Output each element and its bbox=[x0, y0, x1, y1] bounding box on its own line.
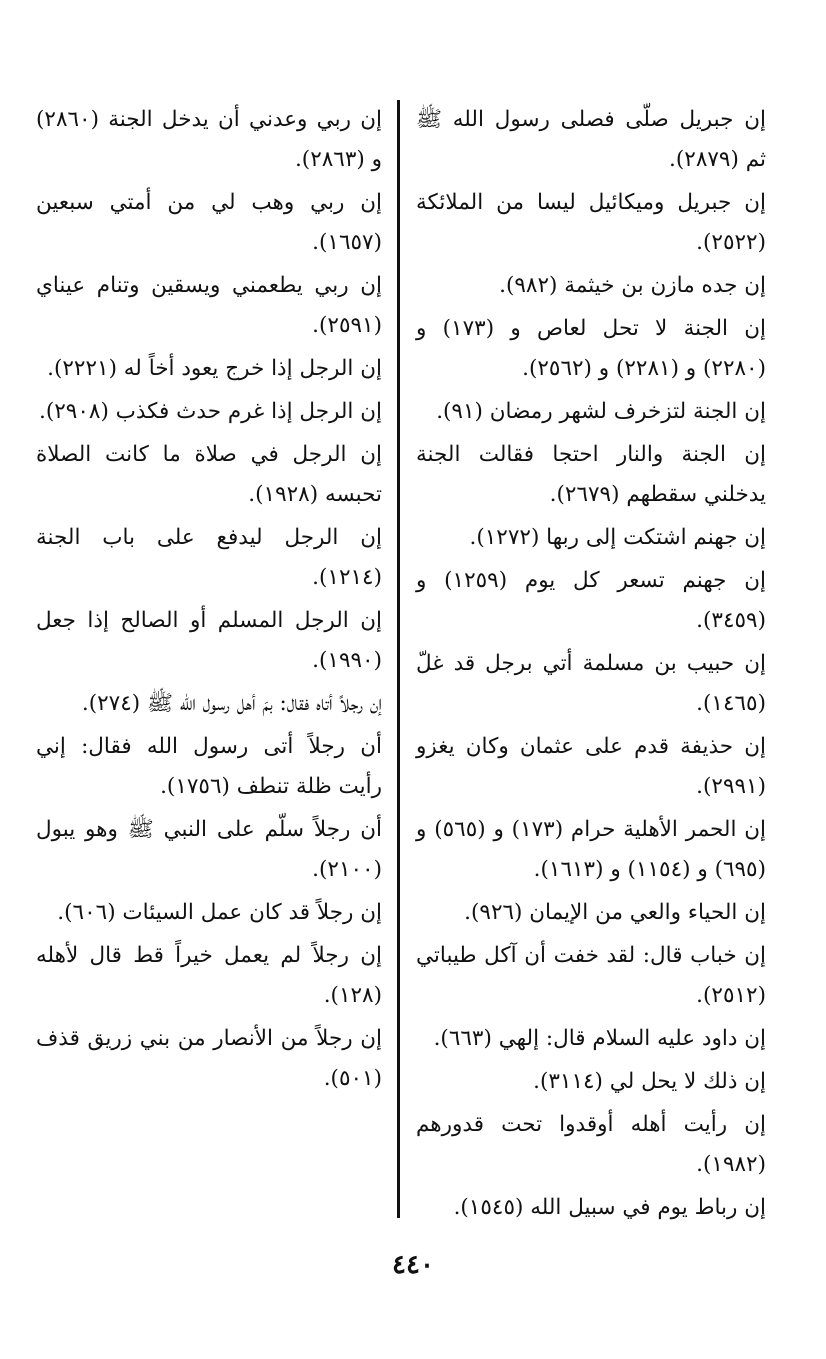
index-entry-text: إن جبريل وميكائيل ليسا من الملائكة (٢٥٢٢). bbox=[416, 190, 766, 255]
index-entry-text: إن ذلك لا يحل لي (٣١١٤). bbox=[533, 1069, 766, 1094]
index-entry-text: إن حبيب بن مسلمة أتي برجل قد غلّ (١٤٦٥). bbox=[416, 651, 766, 716]
index-entry-text: إن رجلاً أتاه فقال: بمَ أهل رسول الله ﷺ (٢٧٤). bbox=[81, 691, 382, 716]
index-entry-text: إن خباب قال: لقد خفت أن آكل طيباتي (٢٥١٢). bbox=[416, 943, 766, 1008]
index-entry bbox=[36, 266, 382, 346]
index-entry bbox=[416, 810, 766, 890]
index-entry-text: إن الرجل إذا خرج يعود أخاً له (٢٢٢١). bbox=[47, 356, 382, 381]
index-entry-text: إن جهنم تسعر كل يوم (١٢٥٩) و (٣٤٥٩). bbox=[416, 568, 766, 633]
index-column-right bbox=[416, 100, 766, 1231]
index-entry-text: إن الرجل في صلاة ما كانت الصلاة تحبسه (١٩٢٨). bbox=[36, 442, 382, 507]
index-entry bbox=[416, 183, 766, 263]
index-entry-text: إن الجنة لتزخرف لشهر رمضان (٩١). bbox=[436, 399, 766, 424]
index-entry bbox=[36, 684, 382, 724]
index-entry bbox=[416, 1062, 766, 1102]
index-entry bbox=[36, 349, 382, 389]
index-entry bbox=[416, 561, 766, 641]
index-entry bbox=[36, 936, 382, 1016]
index-entry-text: إن الرجل المسلم أو الصالح إذا جعل (١٩٩٠). bbox=[36, 608, 382, 673]
index-entry bbox=[416, 1019, 766, 1059]
index-entry bbox=[416, 435, 766, 515]
index-entry-text: إن ربي وعدني أن يدخل الجنة (٢٨٦٠) و (٢٨٦٣). bbox=[36, 107, 382, 172]
index-entry bbox=[36, 727, 382, 807]
index-entry bbox=[36, 518, 382, 598]
index-entry bbox=[416, 1188, 766, 1228]
index-entry bbox=[416, 644, 766, 724]
page-number: ٤٤٠ bbox=[392, 1250, 434, 1280]
index-entry-text: إن ربي وهب لي من أمتي سبعين (١٦٥٧). bbox=[36, 190, 382, 255]
index-entry-text: إن جبريل صلّى فصلى رسول الله ﷺ ثم (٢٨٧٩). bbox=[416, 107, 766, 172]
index-entry bbox=[416, 1105, 766, 1185]
index-entry-text: إن الجنة والنار احتجا فقالت الجنة يدخلني سقطهم (٢٦٧٩). bbox=[416, 442, 766, 507]
index-entry-text: إن رأيت أهله أوقدوا تحت قدورهم (١٩٨٢). bbox=[416, 1112, 766, 1177]
index-entry-text: إن داود عليه السلام قال: إلهي (٦٦٣). bbox=[433, 1026, 766, 1051]
index-entry bbox=[416, 100, 766, 180]
index-entry-text: إن الرجل ليدفع على باب الجنة (١٢١٤). bbox=[36, 525, 382, 590]
index-entry-text: إن حذيفة قدم على عثمان وكان يغزو (٢٩٩١). bbox=[416, 734, 766, 799]
index-entry bbox=[36, 183, 382, 263]
index-entry-text: إن رجلاً من الأنصار من بني زريق قذف (٥٠١). bbox=[36, 1026, 382, 1091]
index-entry bbox=[416, 266, 766, 306]
index-entry-text: إن رباط يوم في سبيل الله (١٥٤٥). bbox=[453, 1195, 766, 1220]
index-entry-text: إن الحمر الأهلية حرام (١٧٣) و (٥٦٥) و (٦٩٥) و (١١٥٤) و (١٦١٣). bbox=[416, 817, 766, 882]
index-entry bbox=[416, 392, 766, 432]
index-entry bbox=[416, 936, 766, 1016]
index-entry bbox=[36, 100, 382, 180]
index-entry bbox=[36, 893, 382, 933]
index-entry-text: إن الرجل إذا غرم حدث فكذب (٢٩٠٨). bbox=[39, 399, 382, 424]
index-entry-text: إن ربي يطعمني ويسقين وتنام عيناي (٢٥٩١). bbox=[36, 273, 382, 338]
index-entry bbox=[36, 601, 382, 681]
index-entry-text: إن جده مازن بن خيثمة (٩٨٢). bbox=[499, 273, 766, 298]
index-entry bbox=[36, 810, 382, 890]
index-entry-text: أن رجلاً أتى رسول الله فقال: إني رأيت ظلة تنطف (١٧٥٦). bbox=[36, 734, 382, 799]
index-entry-text: إن رجلاً لم يعمل خيراً قط قال لأهله (١٢٨). bbox=[36, 943, 382, 1008]
index-entry-text: إن الجنة لا تحل لعاص و (١٧٣) و (٢٢٨٠) و (٢٢٨١) و (٢٥٦٢). bbox=[416, 316, 766, 381]
index-entry bbox=[36, 435, 382, 515]
index-column-left bbox=[36, 100, 382, 1102]
index-entry bbox=[36, 1019, 382, 1099]
index-entry bbox=[36, 392, 382, 432]
index-entry bbox=[416, 893, 766, 933]
index-entry bbox=[416, 309, 766, 389]
index-entry-text: إن الحياء والعي من الإيمان (٩٢٦). bbox=[464, 900, 766, 925]
index-entry bbox=[416, 727, 766, 807]
index-entry-text: إن رجلاً قد كان عمل السيئات (٦٠٦). bbox=[57, 900, 382, 925]
index-entry-text: أن رجلاً سلّم على النبي ﷺ وهو يبول (٢١٠٠). bbox=[36, 817, 382, 882]
index-entry-text: إن جهنم اشتكت إلى ربها (١٢٧٢). bbox=[469, 525, 766, 550]
index-entry bbox=[416, 518, 766, 558]
column-divider bbox=[397, 100, 400, 1218]
